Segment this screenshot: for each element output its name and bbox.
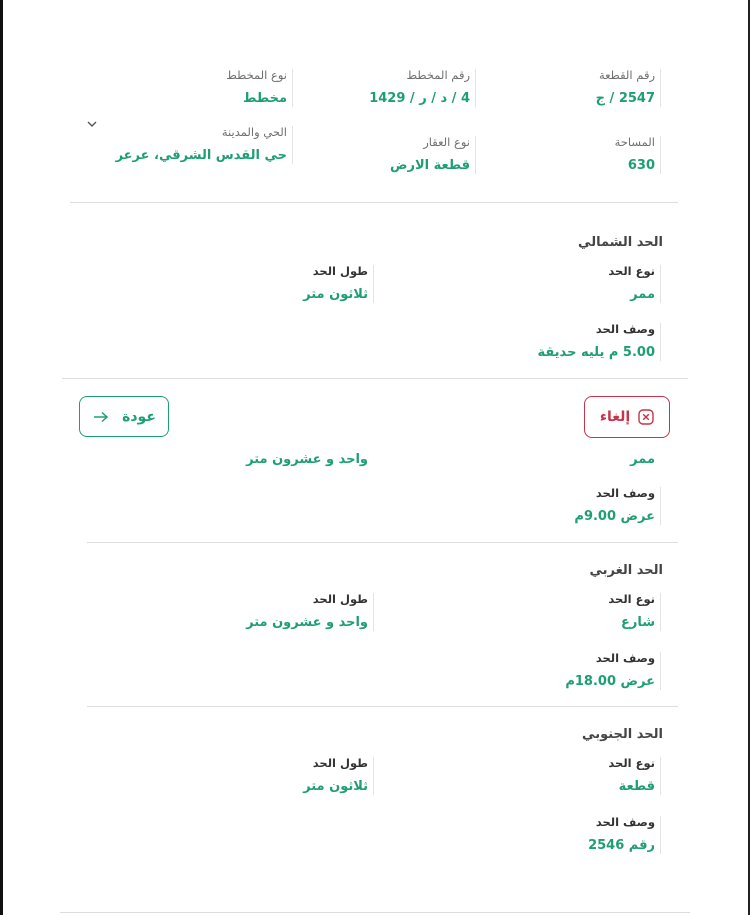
west-boundary-title: الحد الغربي [589,563,663,578]
south-type-label: نوع الحد [608,756,655,770]
divider [60,912,690,913]
scheme-type-label: نوع المخطط [226,68,287,82]
east-desc-field [574,485,655,527]
scheme-number-field [369,67,470,109]
scheme-type-field [226,67,287,109]
west-length-field [246,591,368,633]
north-length-value: ثلاثون متر [303,287,368,302]
east-desc-value: عرض 9.00م [574,509,655,524]
district-city-field [116,124,287,166]
south-length-label: طول الحد [312,756,368,770]
south-desc-field [588,814,655,856]
east-type-field [630,444,655,470]
west-type-field [608,591,655,633]
east-length-value: واحد و عشرون متر [246,452,368,467]
north-boundary-title: الحد الشمالي [578,235,663,250]
south-type-field [608,755,655,797]
plot-number-field [596,67,655,109]
south-length-field [303,755,368,797]
property-type-value: قطعة الارض [389,158,470,173]
west-type-value: شارع [620,615,655,630]
east-desc-label: وصف الحد [595,486,655,500]
north-length-field [303,263,368,305]
south-desc-value: رقم 2546 [588,838,655,853]
north-desc-field [537,321,655,363]
west-length-label: طول الحد [312,592,368,606]
west-length-value: واحد و عشرون متر [246,615,368,630]
divider [87,542,678,543]
north-desc-value: 5.00 م يليه حديقة [537,345,655,360]
cancel-button-label: إلغاء [599,409,631,425]
cancel-button[interactable] [584,396,670,438]
back-button[interactable] [79,396,169,437]
west-desc-label: وصف الحد [595,651,655,665]
south-length-value: ثلاثون متر [303,779,368,794]
close-icon [638,409,654,425]
property-type-field [390,134,470,176]
east-type-value: ممر [630,452,655,467]
scheme-type-value: مخطط [242,91,287,106]
plot-number-value: 2547 / ج [595,91,655,106]
west-desc-field [565,650,655,692]
east-length-field [246,444,368,470]
west-type-label: نوع الحد [608,592,655,606]
north-type-field [608,263,655,305]
scheme-number-label: رقم المخطط [406,68,470,82]
divider [70,202,678,203]
north-type-value: ممر [630,287,655,302]
plot-number-label: رقم القطعة [598,68,655,82]
south-type-value: قطعة [618,779,655,794]
chevron-down-icon[interactable] [85,117,99,131]
district-city-label: الحي والمدينة [221,125,287,139]
scheme-number-value: 4 / د / ر / 1429 [369,91,470,106]
south-desc-label: وصف الحد [595,815,655,829]
window-frame-left [0,0,3,915]
area-label: المساحة [614,135,655,149]
north-length-label: طول الحد [312,264,368,278]
area-field [615,134,655,176]
divider [62,378,688,379]
south-boundary-title: الحد الجنوبي [582,727,663,742]
district-city-value: حي القدس الشرقي، عرعر [115,148,287,163]
north-type-label: نوع الحد [608,264,655,278]
north-desc-label: وصف الحد [595,322,655,336]
west-desc-value: عرض 18.00م [565,674,655,689]
area-value: 630 [627,158,655,173]
divider [87,706,678,707]
arrow-right-icon [92,410,110,424]
back-button-label: عودة [122,408,156,425]
property-type-label: نوع العقار [423,135,470,149]
